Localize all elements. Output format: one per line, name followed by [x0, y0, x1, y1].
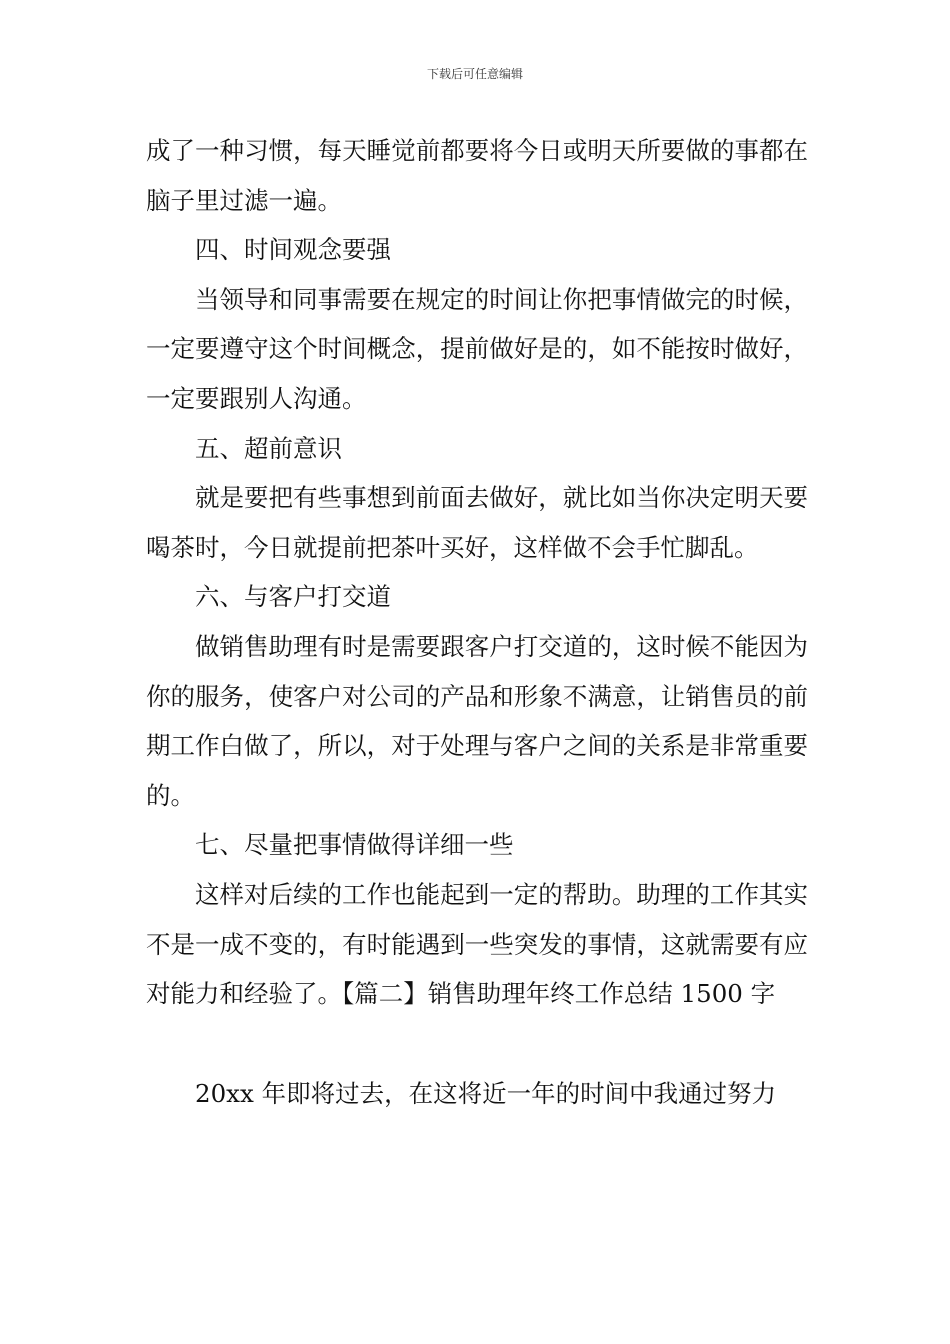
section-heading-6: 六、与客户打交道 [195, 582, 391, 612]
paragraph-continued: 成了一种习惯，每天睡觉前都要将今日或明天所要做的事都在脑子里过滤一遍。 [146, 136, 808, 215]
paragraph-time-awareness: 当领导和同事需要在规定的时间让你把事情做完的时候，一定要遵守这个时间概念，提前做好是的，如不能按时做好，一定要跟别人沟通。 [146, 284, 808, 413]
paragraph-customers: 做销售助理有时是需要跟客户打交道的，这时候不能因为你的服务，使客户对公司的产品和形象不满意，让销售员的前期工作白做了，所以，对于处理与客户之间的关系是非常重要的。 [146, 631, 808, 810]
page-header-note: 下载后可任意编辑 [426, 67, 523, 81]
section-heading-5: 五、超前意识 [195, 433, 342, 463]
section-heading-7: 七、尽量把事情做得详细一些 [195, 830, 514, 860]
section-heading-4: 四、时间观念要强 [195, 235, 391, 265]
blank-line [146, 1019, 808, 1069]
document-body [146, 126, 808, 1118]
paragraph-foresight: 就是要把有些事想到前面去做好，就比如当你决定明天要喝茶时，今日就提前把茶叶买好，这样做不会手忙脚乱。 [146, 483, 808, 562]
paragraph-year-summary: 20xx 年即将过去，在这将近一年的时间中我通过努力 [195, 1078, 777, 1108]
paragraph-details: 这样对后续的工作也能起到一定的帮助。助理的工作其实不是一成不变的，有时能遇到一些突发的事情，这就需要有应对能力和经验了。【篇二】销售助理年终工作总结 1500 字 [146, 879, 808, 1009]
